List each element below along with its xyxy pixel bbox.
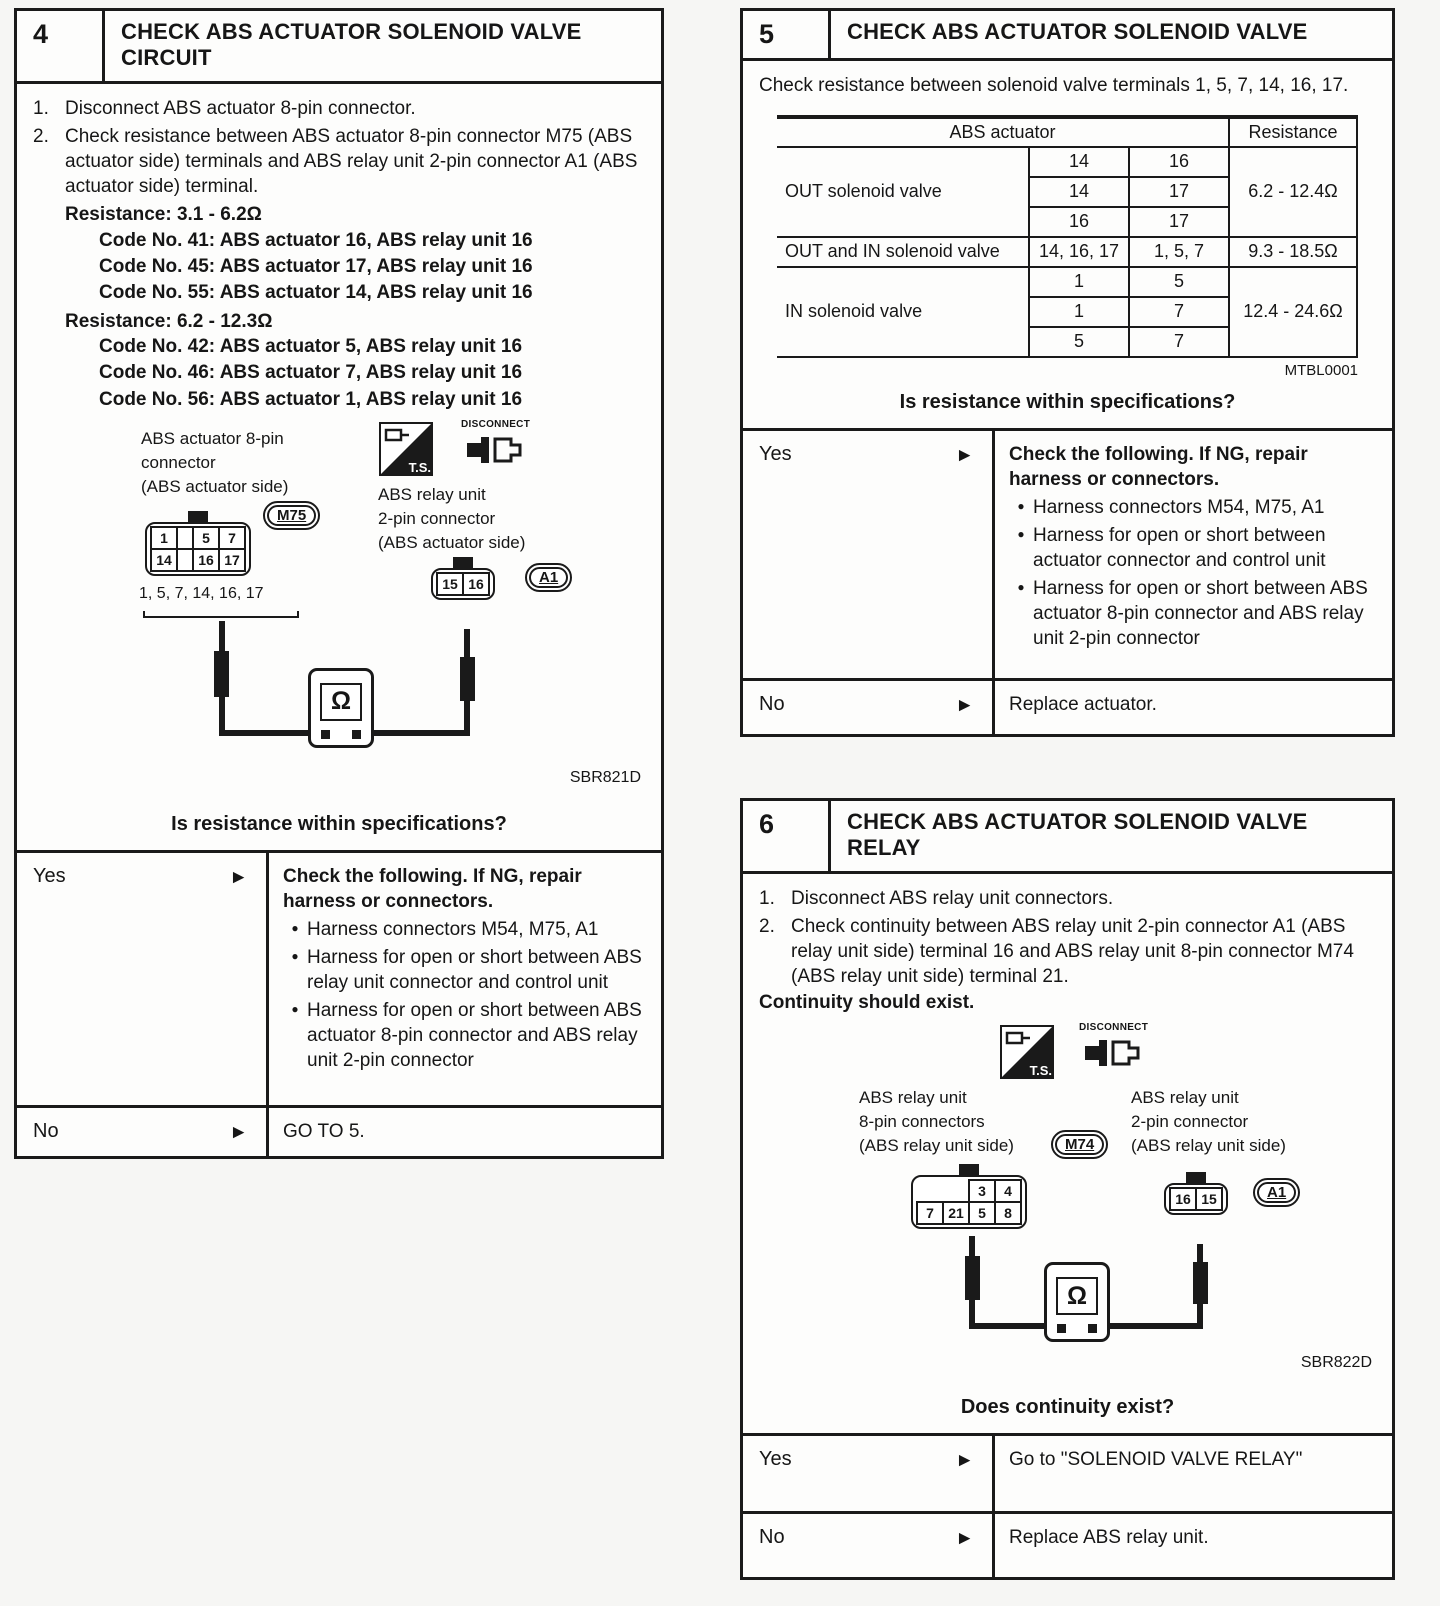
step4-yes-row — [17, 850, 661, 1105]
code-line: Code No. 56: ABS actuator 1, ABS relay unit 16 — [99, 388, 523, 410]
step6-question: Does continuity exist? — [960, 1396, 1175, 1419]
valve-group-label: OUT solenoid valve — [777, 147, 1029, 237]
step6-yes-row — [743, 1433, 1392, 1511]
decision-action-cell — [995, 681, 1392, 734]
bullet-text: Harness for open or short between ABS actuator 8-pin connector and ABS relay unit 2-pin connector — [1033, 578, 1368, 650]
step4-question: Is resistance within specifications? — [171, 812, 507, 835]
pin-cell — [177, 527, 193, 549]
step5-body — [743, 61, 1392, 428]
bullet-text: Harness for open or short between ABS actuator 8-pin connector and ABS relay unit 2-pin connector — [307, 1000, 642, 1072]
resistance-value: 6.2 - 12.4Ω — [1229, 147, 1357, 237]
step4-body — [17, 84, 661, 850]
arrow-icon: ► — [955, 1450, 974, 1472]
pin-cell: 21 — [943, 1202, 969, 1224]
relay-8pin-label: ABS relay unit — [859, 1088, 967, 1108]
connector-id-text: A1 — [1267, 1184, 1287, 1202]
decision-label-cell — [743, 1436, 995, 1511]
step4-wiring-diagram — [33, 418, 645, 803]
terminal-cell: 14, 16, 17 — [1029, 237, 1129, 267]
decision-action-cell — [995, 431, 1392, 678]
disconnect-label: DISCONNECT — [1079, 1022, 1149, 1034]
decision-label: Yes — [759, 442, 792, 465]
step5-intro: Check resistance between solenoid valve terminals 1, 5, 7, 14, 16, 17. — [759, 75, 1349, 96]
relay-8pin-label: (ABS relay unit side) — [859, 1136, 1014, 1156]
terminal-cell: 14 — [1029, 147, 1129, 177]
abs-actuator-8pin-connector-pins — [145, 511, 251, 581]
code-line: Code No. 41: ABS actuator 16, ABS relay unit 16 — [99, 229, 533, 251]
pin-cell: 4 — [995, 1180, 1021, 1202]
instruction-text: Check resistance between ABS actuator 8-pin connector M75 (ABS actuator side) terminals and ABS relay unit 2-pin connector A1 (ABS actuator side) terminal. — [65, 125, 638, 198]
pin-cell: 5 — [193, 527, 219, 549]
pin-cell: 7 — [219, 527, 245, 549]
action-bullet — [283, 945, 647, 995]
connector-id-text: M75 — [277, 506, 307, 524]
circuit-tester-icon — [378, 421, 434, 477]
decision-action-cell — [269, 853, 661, 1105]
step5-no-row — [743, 678, 1392, 734]
table-header: Resistance — [1229, 117, 1357, 147]
relay-2pin-label: (ABS relay unit side) — [1131, 1136, 1286, 1156]
decision-label-cell — [743, 1514, 995, 1577]
decision-label: No — [759, 692, 785, 715]
pin-cell: 15 — [1196, 1188, 1222, 1210]
connector-key-tab — [453, 557, 473, 568]
decision-action-cell — [995, 1436, 1392, 1511]
bullet-icon: ● — [1017, 526, 1025, 541]
pin-cell: 1 — [151, 527, 177, 549]
step5-number: 5 — [743, 11, 831, 58]
decision-action-cell — [269, 1108, 661, 1156]
step6-header — [743, 801, 1392, 874]
action-text: Go to "SOLENOID VALVE RELAY" — [1009, 1449, 1303, 1471]
ohm-symbol: Ω — [1056, 1277, 1098, 1315]
resistance-spec-table — [777, 115, 1358, 358]
decision-action-cell — [995, 1514, 1392, 1577]
decision-label-cell — [17, 853, 269, 1105]
decision-label: Yes — [759, 1448, 792, 1471]
resistance-value: 9.3 - 18.5Ω — [1229, 237, 1357, 267]
ts-label: T.S. — [1029, 1063, 1052, 1079]
action-bullet — [1009, 576, 1378, 651]
bullet-text: Harness connectors M54, M75, A1 — [1033, 496, 1325, 518]
relay-connector-label: 2-pin connector — [378, 508, 496, 528]
pin-cell: 16 — [193, 549, 219, 571]
action-text: Replace actuator. — [1009, 693, 1157, 715]
code-line: Code No. 45: ABS actuator 17, ABS relay unit 16 — [99, 256, 533, 278]
terminal-cell: 7 — [1129, 327, 1229, 357]
bullet-icon: ● — [291, 949, 299, 964]
step5-question: Is resistance within specifications? — [899, 390, 1236, 413]
step6-instruction-2 — [759, 914, 1376, 989]
arrow-icon: ► — [955, 1528, 974, 1550]
decision-label-cell — [743, 681, 995, 734]
pin-cell: 15 — [437, 573, 463, 595]
bullet-icon: ● — [291, 1002, 299, 1017]
relay-connector-label: (ABS actuator side) — [378, 532, 526, 552]
pin-cell: 17 — [219, 549, 245, 571]
code-line: Code No. 46: ABS actuator 7, ABS relay unit 16 — [99, 362, 523, 384]
resistance-spec: Resistance: 6.2 - 12.3Ω — [65, 310, 273, 332]
valve-group-label: OUT and IN solenoid valve — [777, 237, 1029, 267]
disconnect-icon — [1079, 1022, 1175, 1078]
step6-number: 6 — [743, 801, 831, 871]
bullet-text: Harness for open or short between ABS relay unit connector and control unit — [307, 947, 642, 994]
instruction-text: Disconnect ABS relay unit connectors. — [791, 887, 1114, 909]
decision-label: No — [33, 1119, 59, 1142]
disconnect-icon — [461, 419, 557, 475]
terminal-cell: 5 — [1129, 267, 1229, 297]
step4-number: 4 — [17, 11, 105, 81]
step6-wiring-diagram — [759, 1024, 1376, 1386]
bullet-text: Harness connectors M54, M75, A1 — [307, 918, 599, 940]
pin-cell: 14 — [151, 549, 177, 571]
connector-key-tab — [188, 511, 208, 522]
action-heading: Check the following. If NG, repair harness or connectors. — [1009, 443, 1308, 490]
arrow-icon: ► — [229, 1121, 248, 1143]
step4-title: CHECK ABS ACTUATOR SOLENOID VALVE CIRCUIT — [121, 19, 582, 70]
instruction-text: Disconnect ABS actuator 8-pin connector. — [65, 97, 416, 119]
connector-id-badge-m75 — [263, 501, 320, 530]
step6-procedure-box — [740, 798, 1395, 1580]
step6-instruction-1 — [759, 886, 1376, 911]
list-marker: 2. — [33, 125, 49, 147]
decision-label-cell — [743, 431, 995, 678]
figure-code: SBR822D — [1300, 1354, 1372, 1372]
action-bullet — [1009, 523, 1378, 573]
terminal-cell: 16 — [1029, 207, 1129, 237]
resistance-spec: Resistance: 3.1 - 6.2Ω — [65, 204, 262, 226]
valve-group-label: IN solenoid valve — [777, 267, 1029, 357]
actuator-connector-label: (ABS actuator side) — [141, 476, 289, 496]
step4-no-row — [17, 1105, 661, 1156]
connector-id-text: M74 — [1065, 1136, 1095, 1154]
connector-id-text: A1 — [539, 568, 559, 586]
terminal-cell: 1 — [1029, 267, 1129, 297]
abs-relay-8pin-connector-pins — [911, 1164, 1027, 1234]
step4-instruction-2 — [33, 124, 645, 199]
step5-procedure-box — [740, 8, 1395, 737]
pin-cell — [943, 1180, 969, 1202]
relay-8pin-label: 8-pin connectors — [859, 1112, 985, 1132]
actuator-connector-label: connector — [141, 452, 216, 472]
bullet-icon: ● — [291, 920, 299, 935]
bullet-icon: ● — [1017, 498, 1025, 513]
ohmmeter — [308, 668, 374, 748]
connector-id-badge-m74 — [1051, 1130, 1108, 1159]
relay-2pin-label: 2-pin connector — [1131, 1112, 1249, 1132]
pin-cell: 3 — [969, 1180, 995, 1202]
step5-title: CHECK ABS ACTUATOR SOLENOID VALVE — [847, 19, 1308, 44]
step4-instruction-1 — [33, 96, 645, 121]
bullet-text: Harness for open or short between actuator connector and control unit — [1033, 524, 1326, 571]
continuity-note: Continuity should exist. — [759, 992, 975, 1014]
pin-cell: 7 — [917, 1202, 943, 1224]
step6-body — [743, 874, 1392, 1433]
step4-header — [17, 11, 661, 84]
decision-label-cell — [17, 1108, 269, 1156]
terminal-cell: 1 — [1029, 297, 1129, 327]
decision-label: Yes — [33, 864, 66, 887]
pin-cell: 5 — [969, 1202, 995, 1224]
actuator-connector-label: ABS actuator 8-pin — [141, 428, 284, 448]
action-bullet — [283, 998, 647, 1073]
step6-no-row — [743, 1511, 1392, 1577]
list-marker: 2. — [759, 915, 775, 937]
terminal-cell: 5 — [1029, 327, 1129, 357]
connector-key-tab — [1186, 1172, 1206, 1183]
pin-cell: 16 — [1170, 1188, 1196, 1210]
connector-id-badge-a1 — [525, 563, 572, 592]
abs-relay-2pin-connector-pins — [431, 557, 495, 605]
step4-procedure-box — [14, 8, 664, 1159]
terminal-list: 1, 5, 7, 14, 16, 17 — [139, 584, 264, 602]
terminal-cell: 14 — [1029, 177, 1129, 207]
terminal-cell: 16 — [1129, 147, 1229, 177]
pin-cell — [177, 549, 193, 571]
code-line: Code No. 55: ABS actuator 14, ABS relay unit 16 — [99, 282, 533, 304]
connector-key-tab — [959, 1164, 979, 1175]
ts-label: T.S. — [408, 459, 431, 475]
list-marker: 1. — [33, 97, 49, 119]
terminal-cell: 7 — [1129, 297, 1229, 327]
arrow-icon: ► — [229, 866, 248, 888]
connector-id-badge-a1 — [1253, 1178, 1300, 1207]
table-code: MTBL0001 — [1284, 361, 1358, 379]
relay-2pin-label: ABS relay unit — [1131, 1088, 1239, 1108]
pin-cell: 16 — [463, 573, 489, 595]
bullet-icon: ● — [1017, 580, 1025, 595]
code-line: Code No. 42: ABS actuator 5, ABS relay unit 16 — [99, 336, 523, 358]
pin-cell: 8 — [995, 1202, 1021, 1224]
arrow-icon: ► — [955, 444, 974, 466]
circuit-tester-icon — [999, 1024, 1055, 1080]
terminal-cell: 17 — [1129, 207, 1229, 237]
figure-code: SBR821D — [569, 768, 641, 786]
pin-cell — [917, 1180, 943, 1202]
step5-yes-row — [743, 428, 1392, 678]
terminal-cell: 17 — [1129, 177, 1229, 207]
action-text: Replace ABS relay unit. — [1009, 1527, 1209, 1549]
terminal-cell: 1, 5, 7 — [1129, 237, 1229, 267]
resistance-value: 12.4 - 24.6Ω — [1229, 267, 1357, 357]
relay-connector-label: ABS relay unit — [378, 484, 486, 504]
step6-title: CHECK ABS ACTUATOR SOLENOID VALVE RELAY — [847, 809, 1308, 860]
decision-label: No — [759, 1526, 785, 1549]
action-bullet — [1009, 495, 1378, 520]
ohm-symbol: Ω — [320, 683, 362, 721]
arrow-icon: ► — [955, 694, 974, 716]
abs-relay-2pin-connector-pins — [1164, 1172, 1228, 1220]
list-marker: 1. — [759, 887, 775, 909]
terminal-brace — [143, 611, 299, 618]
instruction-text: Check continuity between ABS relay unit 2-pin connector A1 (ABS relay unit side) terminal 16 and ABS relay unit 8-pin connector M74 (ABS relay unit side) terminal 21. — [791, 915, 1354, 988]
action-bullet — [283, 917, 647, 942]
action-text: GO TO 5. — [283, 1120, 365, 1142]
step5-header — [743, 11, 1392, 61]
table-header: ABS actuator — [777, 117, 1229, 147]
disconnect-label: DISCONNECT — [461, 418, 531, 430]
ohmmeter — [1044, 1262, 1110, 1342]
action-heading: Check the following. If NG, repair harness or connectors. — [283, 865, 582, 912]
